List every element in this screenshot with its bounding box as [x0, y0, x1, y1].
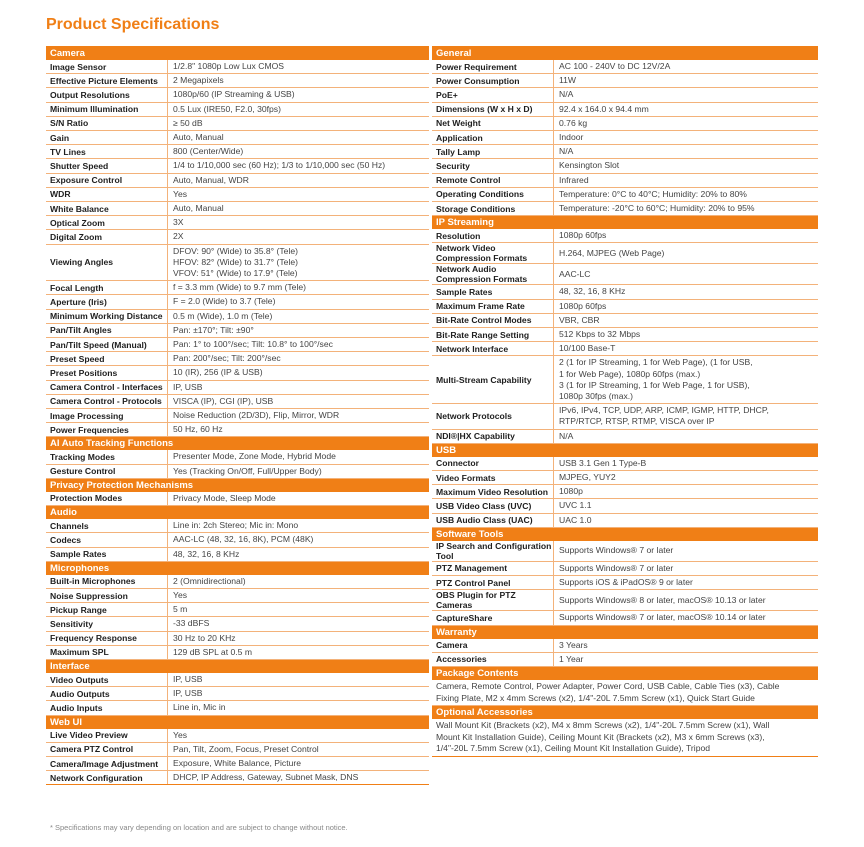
spec-label: Frequency Response — [46, 632, 168, 645]
spec-value: f = 3.3 mm (Wide) to 9.7 mm (Tele) — [173, 282, 306, 293]
section-header-web-ui: Web UI — [46, 716, 429, 729]
spec-row — [46, 465, 429, 479]
spec-value: IP, USB — [173, 688, 203, 699]
section-header-camera: Camera — [46, 47, 429, 60]
spec-value: 0.5 Lux (IRE50, F2.0, 30fps) — [173, 103, 281, 114]
spec-label: Power Consumption — [432, 74, 554, 87]
spec-row — [432, 145, 818, 159]
spec-label: Image Processing — [46, 409, 168, 422]
spec-label: Camera — [432, 639, 554, 652]
spec-text: Wall Mount Kit (Brackets (x2), M4 x 8mm Screws (x2), 1/4"-20L 7.5mm Screw (x1), Wall Mount Kit Installation Guide), Ceiling Mount Kit (Brackets (x2), M3 x 6mm Screws (x3), 1/4"-20L 7.5mm Screw (x1), Ceiling Mount Kit Installation Guide), Tripod — [436, 720, 770, 754]
spec-value: Temperature: 0°C to 40°C; Humidity: 20% to 80% — [559, 188, 747, 199]
section-header-privacy-protection-mechanisms: Privacy Protection Mechanisms — [46, 479, 429, 492]
spec-value: 1080p/60 (IP Streaming & USB) — [173, 89, 295, 100]
spec-label: TV Lines — [46, 145, 168, 158]
spec-label: PTZ Control Panel — [432, 576, 554, 589]
spec-value: IP, USB — [173, 673, 203, 684]
spec-row — [46, 743, 429, 757]
section-header-warranty: Warranty — [432, 626, 818, 639]
spec-row — [46, 159, 429, 173]
spec-row — [46, 366, 429, 380]
spec-row — [46, 395, 429, 409]
spec-row — [46, 533, 429, 547]
spec-label: Noise Suppression — [46, 589, 168, 602]
spec-label: Connector — [432, 457, 554, 470]
spec-value: Pan: ±170°; Tilt: ±90° — [173, 324, 254, 335]
spec-label: USB Video Class (UVC) — [432, 499, 554, 512]
section-header-ip-streaming: IP Streaming — [432, 216, 818, 229]
spec-value: Supports Windows® 7 or later — [559, 562, 674, 573]
spec-label: Digital Zoom — [46, 230, 168, 243]
spec-row — [46, 230, 429, 244]
spec-label: Bit-Rate Control Modes — [432, 314, 554, 327]
spec-value: VISCA (IP), CGI (IP), USB — [173, 395, 274, 406]
spec-label: Network Audio Compression Formats — [432, 264, 554, 284]
spec-label: S/N Ratio — [46, 117, 168, 130]
spec-row — [46, 216, 429, 230]
spec-value: Privacy Mode, Sleep Mode — [173, 492, 276, 503]
spec-value: 1/4 to 1/10,000 sec (60 Hz); 1/3 to 1/10,000 sec (50 Hz) — [173, 160, 386, 171]
spec-value: 2X — [173, 231, 184, 242]
spec-row — [46, 381, 429, 395]
spec-row — [432, 639, 818, 653]
spec-row — [46, 423, 429, 437]
spec-row — [432, 356, 818, 404]
spec-row — [432, 300, 818, 314]
spec-row — [432, 485, 818, 499]
spec-row — [432, 74, 818, 88]
spec-row — [432, 264, 818, 285]
spec-label: Maximum SPL — [46, 646, 168, 659]
spec-text-row — [432, 719, 818, 756]
spec-row — [46, 310, 429, 324]
spec-label: Gain — [46, 131, 168, 144]
spec-label: Multi-Stream Capability — [432, 356, 554, 403]
page-title: Product Specifications — [46, 16, 220, 33]
spec-label: Remote Control — [432, 174, 554, 187]
spec-label: Resolution — [432, 229, 554, 242]
spec-label: Storage Conditions — [432, 202, 554, 215]
spec-row — [46, 145, 429, 159]
spec-value: ≥ 50 dB — [173, 117, 203, 128]
spec-label: Power Requirement — [432, 60, 554, 73]
spec-value: 2 Megapixels — [173, 75, 224, 86]
spec-row — [46, 174, 429, 188]
spec-value: USB 3.1 Gen 1 Type-B — [559, 457, 647, 468]
spec-value: H.264, MJPEG (Web Page) — [559, 247, 665, 258]
section-header-general: General — [432, 47, 818, 60]
spec-row — [46, 74, 429, 88]
spec-value: Pan: 200°/sec; Tilt: 200°/sec — [173, 353, 281, 364]
spec-value: UVC 1.1 — [559, 500, 592, 511]
spec-label: Viewing Angles — [46, 245, 168, 281]
spec-value: 3 Years — [559, 639, 588, 650]
spec-label: Gesture Control — [46, 465, 168, 478]
spec-value: AAC-LC (48, 32, 16, 8K), PCM (48K) — [173, 534, 314, 545]
spec-row — [432, 131, 818, 145]
spec-row — [46, 60, 429, 74]
spec-value: 48, 32, 16, 8 KHz — [173, 548, 240, 559]
spec-value: 2 (Omnidirectional) — [173, 575, 246, 586]
spec-value: 1080p 60fps — [559, 300, 607, 311]
section-header-usb: USB — [432, 444, 818, 457]
spec-value: 1080p — [559, 486, 583, 497]
spec-row — [432, 60, 818, 74]
spec-value: 92.4 x 164.0 x 94.4 mm — [559, 103, 649, 114]
spec-value: Auto, Manual, WDR — [173, 174, 249, 185]
spec-row — [432, 576, 818, 590]
spec-value: Auto, Manual — [173, 132, 224, 143]
spec-row — [46, 88, 429, 102]
spec-value: Yes — [173, 729, 188, 740]
spec-row — [432, 404, 818, 429]
spec-label: Codecs — [46, 533, 168, 546]
spec-label: Protection Modes — [46, 492, 168, 505]
spec-value: 10 (IR), 256 (IP & USB) — [173, 367, 263, 378]
spec-value: Line in: 2ch Stereo; Mic in: Mono — [173, 520, 299, 531]
spec-label: Aperture (Iris) — [46, 295, 168, 308]
spec-label: Audio Inputs — [46, 701, 168, 714]
spec-value: MJPEG, YUY2 — [559, 472, 616, 483]
spec-label: Live Video Preview — [46, 729, 168, 742]
spec-label: Tally Lamp — [432, 145, 554, 158]
spec-row — [46, 281, 429, 295]
spec-row — [432, 159, 818, 173]
spec-row — [46, 687, 429, 701]
spec-label: Pan/Tilt Angles — [46, 324, 168, 337]
spec-value: 50 Hz, 60 Hz — [173, 424, 223, 435]
spec-row — [46, 338, 429, 352]
spec-text: Camera, Remote Control, Power Adapter, Power Cord, USB Cable, Cable Ties (x3), Cable Fixing Plate, M2 x 4mm Screws (x2), 1/4"-20L 7.5mm Screw (x1), Quick Start Guide — [436, 680, 780, 703]
spec-label: Shutter Speed — [46, 159, 168, 172]
spec-label: Camera/Image Adjustment — [46, 757, 168, 770]
spec-label: Application — [432, 131, 554, 144]
spec-row — [432, 103, 818, 117]
spec-row — [432, 188, 818, 202]
spec-row — [432, 174, 818, 188]
spec-label: WDR — [46, 188, 168, 201]
spec-value: 512 Kbps to 32 Mbps — [559, 329, 641, 340]
spec-value: 5 m — [173, 604, 188, 615]
spec-row — [432, 243, 818, 264]
spec-row — [432, 202, 818, 216]
spec-value: -33 dBFS — [173, 618, 210, 629]
spec-value: Pan, Tilt, Zoom, Focus, Preset Control — [173, 743, 319, 754]
spec-row — [432, 117, 818, 131]
section-header-microphones: Microphones — [46, 562, 429, 575]
spec-label: CaptureShare — [432, 611, 554, 624]
spec-row — [46, 492, 429, 506]
spec-row — [46, 131, 429, 145]
spec-value: Yes — [173, 589, 188, 600]
spec-label: Network Interface — [432, 342, 554, 355]
spec-value: 1/2.8" 1080p Low Lux CMOS — [173, 61, 285, 71]
section-header-software-tools: Software Tools — [432, 528, 818, 541]
spec-row — [46, 701, 429, 715]
spec-label: Camera PTZ Control — [46, 743, 168, 756]
spec-row — [46, 575, 429, 589]
spec-row — [432, 541, 818, 562]
spec-label: IP Search and Configuration Tool — [432, 541, 554, 561]
spec-label: Camera Control - Protocols — [46, 395, 168, 408]
spec-value: IP, USB — [173, 381, 203, 392]
spec-row — [46, 757, 429, 771]
spec-value: 129 dB SPL at 0.5 m — [173, 646, 252, 657]
spec-label: Video Outputs — [46, 673, 168, 686]
spec-value: 10/100 Base-T — [559, 343, 616, 354]
spec-label: Focal Length — [46, 281, 168, 294]
spec-row — [46, 245, 429, 282]
spec-value: Indoor — [559, 132, 584, 143]
spec-row — [432, 88, 818, 102]
spec-value: UAC 1.0 — [559, 514, 592, 525]
spec-value: N/A — [559, 146, 574, 157]
spec-value: Supports Windows® 7 or later — [559, 545, 674, 556]
spec-label: Optical Zoom — [46, 216, 168, 229]
spec-row — [46, 548, 429, 562]
spec-row — [46, 103, 429, 117]
spec-value: DFOV: 90° (Wide) to 35.8° (Tele) HFOV: 82° (Wide) to 31.7° (Tele) VFOV: 51° (Wide) to 17.9° (Tele) — [173, 245, 298, 279]
spec-row — [46, 617, 429, 631]
spec-value: 11W — [559, 75, 577, 86]
spec-row — [432, 229, 818, 243]
spec-value: Yes (Tracking On/Off, Full/Upper Body) — [173, 465, 322, 476]
spec-label: Audio Outputs — [46, 687, 168, 700]
spec-value: VBR, CBR — [559, 314, 600, 325]
spec-label: Tracking Modes — [46, 450, 168, 463]
spec-row — [46, 352, 429, 366]
spec-label: Maximum Frame Rate — [432, 300, 554, 313]
spec-row — [46, 409, 429, 423]
spec-label: Camera Control - Interfaces — [46, 381, 168, 394]
spec-row — [46, 729, 429, 743]
spec-row — [46, 603, 429, 617]
spec-value: 0.76 kg — [559, 117, 588, 128]
spec-row — [432, 611, 818, 625]
spec-label: Minimum Illumination — [46, 103, 168, 116]
spec-value: 48, 32, 16, 8 KHz — [559, 286, 626, 297]
spec-row — [432, 430, 818, 444]
spec-label: Effective Picture Elements — [46, 74, 168, 87]
spec-label: OBS Plugin for PTZ Cameras — [432, 590, 554, 610]
spec-label: Accessories — [432, 653, 554, 666]
spec-row — [432, 457, 818, 471]
spec-label: Network Configuration — [46, 771, 168, 784]
spec-value: Yes — [173, 188, 188, 199]
spec-label: Bit-Rate Range Setting — [432, 328, 554, 341]
spec-row — [432, 342, 818, 356]
spec-value: Auto, Manual — [173, 203, 224, 214]
spec-value: Line in, Mic in — [173, 702, 226, 713]
spec-label: Pan/Tilt Speed (Manual) — [46, 338, 168, 351]
footnote: * Specifications may vary depending on location and are subject to change without notice. — [50, 823, 348, 832]
spec-label: Built-in Microphones — [46, 575, 168, 588]
spec-value: Noise Reduction (2D/3D), Flip, Mirror, WDR — [173, 410, 340, 421]
spec-value: 800 (Center/Wide) — [173, 146, 244, 157]
spec-value: Pan: 1° to 100°/sec; Tilt: 10.8° to 100°/sec — [173, 339, 333, 350]
spec-text-row — [432, 680, 818, 706]
spec-value: N/A — [559, 89, 574, 100]
spec-row — [46, 632, 429, 646]
spec-label: Preset Speed — [46, 352, 168, 365]
spec-row — [432, 499, 818, 513]
spec-row — [46, 450, 429, 464]
section-header-audio: Audio — [46, 506, 429, 519]
spec-label: PTZ Management — [432, 562, 554, 575]
spec-value: Infrared — [559, 174, 589, 185]
spec-row — [46, 771, 429, 784]
spec-label: PoE+ — [432, 88, 554, 101]
spec-label: Sample Rates — [46, 548, 168, 561]
spec-value: DHCP, IP Address, Gateway, Subnet Mask, DNS — [173, 772, 359, 783]
spec-value: Presenter Mode, Zone Mode, Hybrid Mode — [173, 451, 336, 462]
spec-label: USB Audio Class (UAC) — [432, 514, 554, 527]
spec-value: 0.5 m (Wide), 1.0 m (Tele) — [173, 310, 273, 321]
spec-row — [432, 328, 818, 342]
spec-row — [46, 117, 429, 131]
spec-value: Supports iOS & iPadOS® 9 or later — [559, 577, 693, 588]
spec-label: NDI®|HX Capability — [432, 430, 554, 443]
spec-value: Supports Windows® 7 or later, macOS® 10.14 or later — [559, 612, 766, 623]
spec-label: Network Video Compression Formats — [432, 243, 554, 263]
spec-value: 3X — [173, 217, 184, 228]
spec-label: Video Formats — [432, 471, 554, 484]
spec-value: Temperature: -20°C to 60°C; Humidity: 20% to 95% — [559, 203, 755, 214]
spec-value: AAC-LC — [559, 268, 591, 279]
spec-value: Kensington Slot — [559, 160, 620, 171]
spec-label: Dimensions (W x H x D) — [432, 103, 554, 116]
spec-label: Image Sensor — [46, 60, 168, 73]
spec-row — [432, 514, 818, 528]
spec-row — [432, 471, 818, 485]
spec-value: 2 (1 for IP Streaming, 1 for Web Page), (1 for USB, 1 for Web Page), 1080p 60fps (max.) 3 (1 for IP Streaming, 1 for Web Page, 1 for USB), 1080p 30fps (max.) — [559, 357, 753, 402]
spec-row — [432, 590, 818, 611]
spec-row — [46, 295, 429, 309]
spec-label: Output Resolutions — [46, 88, 168, 101]
spec-label: White Balance — [46, 202, 168, 215]
spec-row — [46, 188, 429, 202]
spec-label: Maximum Video Resolution — [432, 485, 554, 498]
spec-row — [46, 673, 429, 687]
section-header-ai-auto-tracking-functions: AI Auto Tracking Functions — [46, 437, 429, 450]
spec-label: Channels — [46, 519, 168, 532]
spec-label: Net Weight — [432, 117, 554, 130]
spec-label: Sensitivity — [46, 617, 168, 630]
spec-row — [432, 285, 818, 299]
section-header-package-contents: Package Contents — [432, 667, 818, 680]
spec-label: Security — [432, 159, 554, 172]
spec-label: Minimum Working Distance — [46, 310, 168, 323]
spec-row — [46, 519, 429, 533]
spec-row — [46, 589, 429, 603]
spec-value: 30 Hz to 20 KHz — [173, 632, 236, 643]
spec-row — [432, 314, 818, 328]
spec-value: AC 100 - 240V to DC 12V/2A — [559, 61, 671, 71]
spec-value: N/A — [559, 430, 574, 441]
spec-label: Network Protocols — [432, 404, 554, 428]
spec-value: 1 Year — [559, 653, 584, 664]
spec-label: Power Frequencies — [46, 423, 168, 436]
spec-label: Pickup Range — [46, 603, 168, 616]
spec-value: F = 2.0 (Wide) to 3.7 (Tele) — [173, 296, 276, 307]
spec-row — [432, 653, 818, 667]
spec-value: IPv6, IPv4, TCP, UDP, ARP, ICMP, IGMP, HTTP, DHCP, RTP/RTCP, RTSP, RTMP, VISCA over IP — [559, 405, 769, 427]
spec-row — [46, 324, 429, 338]
section-header-optional-accessories: Optional Accessories — [432, 706, 818, 719]
spec-row — [46, 646, 429, 660]
section-header-interface: Interface — [46, 660, 429, 673]
spec-row — [46, 202, 429, 216]
right-spec-column — [432, 46, 818, 757]
spec-label: Sample Rates — [432, 285, 554, 298]
left-spec-column — [46, 46, 429, 785]
spec-label: Exposure Control — [46, 174, 168, 187]
spec-value: 1080p 60fps — [559, 230, 607, 241]
spec-row — [432, 562, 818, 576]
spec-value: Supports Windows® 8 or later, macOS® 10.13 or later — [559, 594, 766, 605]
spec-label: Preset Positions — [46, 366, 168, 379]
spec-value: Exposure, White Balance, Picture — [173, 757, 302, 768]
spec-label: Operating Conditions — [432, 188, 554, 201]
